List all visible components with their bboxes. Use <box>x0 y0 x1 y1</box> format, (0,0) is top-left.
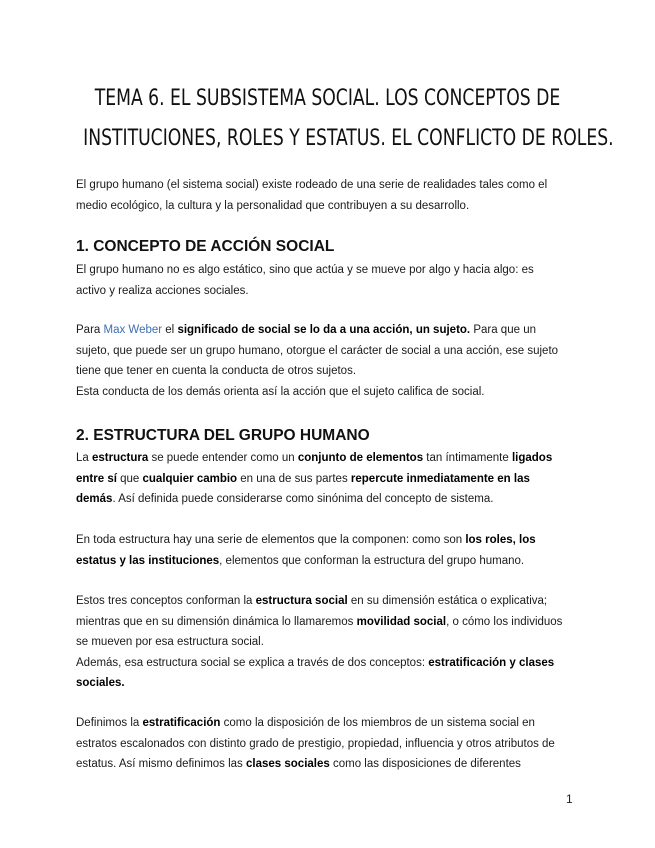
section-2-paragraph-4 <box>76 713 586 775</box>
text-run: como la disposición de los miembros de un sistema social en <box>220 717 535 729</box>
bold-run: significado de social se lo da a una acción, un sujeto. <box>177 324 471 336</box>
s2p3-line-3: se mueven por esa estructura social. <box>76 636 264 649</box>
s2p1-line-2 <box>76 469 586 490</box>
section-1 <box>76 236 586 258</box>
section-2-paragraph-2 <box>76 530 586 571</box>
max-weber-link[interactable]: Max Weber <box>103 324 163 336</box>
bold-run: conjunto de elementos <box>297 452 424 464</box>
text-run: Definimos la <box>76 717 143 729</box>
title-line-2: INSTITUCIONES, ROLES Y ESTATUS. EL CONFLICTO DE ROLES. <box>83 125 614 151</box>
intro-line-1: El grupo humano (el sistema social) existe rodeado de una serie de realidades tales como el <box>76 179 548 191</box>
section-2-heading: 2. ESTRUCTURA DEL GRUPO HUMANO <box>76 427 370 444</box>
text-run: que <box>116 472 143 485</box>
text-run: En toda estructura hay una serie de elementos que la componen: como son <box>76 534 466 546</box>
s1p2-line-3: tiene que tener en cuenta la conducta de otros sujetos. <box>76 365 357 378</box>
text-run: , elementos que conforman la estructura del grupo humano. <box>219 554 525 567</box>
text-run: tan íntimamente <box>423 452 512 464</box>
s2p2-line-1 <box>76 530 586 551</box>
bold-run: cualquier cambio <box>142 472 238 485</box>
section-1-paragraph-2 <box>76 320 586 402</box>
title-line-1: TEMA 6. EL SUBSISTEMA SOCIAL. LOS CONCEPTOS DE <box>94 85 561 111</box>
text-run: , o cómo los individuos <box>446 615 563 628</box>
s1p1-line-1: El grupo humano no es algo estático, sino que actúa y se mueve por algo y hacia algo: es <box>76 264 534 276</box>
page-number: 1 <box>566 792 573 806</box>
bold-run: estratificación <box>142 717 221 729</box>
bold-run: demás <box>76 493 113 506</box>
s1p2-line-2: sujeto, que puede ser un grupo humano, otorgue el carácter de social a una acción, ese sujeto <box>76 344 559 357</box>
text-run: Para <box>76 324 104 336</box>
bold-run: clases sociales <box>246 758 330 771</box>
text-run: Además, esa estructura social se explica a través de dos conceptos: <box>76 656 429 669</box>
text-run: en una de sus partes <box>237 472 351 485</box>
s2p1-line-3 <box>76 489 586 510</box>
s1p2-line-4: Esta conducta de los demás orienta así la acción que el sujeto califica de social. <box>76 385 485 398</box>
bold-run: estructura <box>92 452 149 464</box>
s2p1-line-1 <box>76 448 586 469</box>
text-run: se puede entender como un <box>148 452 298 464</box>
bold-run: movilidad social <box>356 615 447 628</box>
text-run: como las disposiciones de diferentes <box>329 758 521 771</box>
bold-run: estatus y las instituciones <box>76 554 220 567</box>
bold-run: repercute inmediatamente en las <box>350 472 530 485</box>
bold-run: los roles, los <box>465 534 536 546</box>
s2p4-line-2: estratos escalonados con distinto grado de prestigio, propiedad, influencia y otros atributos de <box>76 737 555 750</box>
text-run: estatus. Así mismo definimos las <box>76 758 247 771</box>
text-run: Estos tres conceptos conforman la <box>76 595 256 607</box>
text-run: . Así definida puede considerarse como sinónima del concepto de sistema. <box>112 493 494 506</box>
s1p1-line-2: activo y realiza acciones sociales. <box>76 284 249 297</box>
s1p2-line-1 <box>76 320 586 341</box>
text-run: Para que un <box>470 324 536 336</box>
s2p4-line-3 <box>76 754 586 775</box>
section-2-paragraph-3 <box>76 591 586 694</box>
intro-line-2: medio ecológico, la cultura y la personalidad que contribuyen a su desarrollo. <box>76 199 470 212</box>
bold-run: estructura social <box>255 595 348 607</box>
s2p3-line-2 <box>76 612 586 633</box>
bold-run: entre sí <box>76 472 117 485</box>
s2p4-line-1 <box>76 713 586 734</box>
section-1-paragraph-1 <box>76 260 586 301</box>
bold-run: sociales. <box>76 677 125 690</box>
bold-run: estratificación y clases <box>428 656 555 669</box>
s2p3-line-4 <box>76 653 586 674</box>
section-2 <box>76 425 586 447</box>
text-run: el <box>162 324 178 336</box>
page-title <box>83 78 614 158</box>
intro-paragraph <box>76 175 586 216</box>
bold-run: ligados <box>511 452 553 464</box>
s2p2-line-2 <box>76 551 586 572</box>
section-2-paragraph-1 <box>76 448 586 510</box>
text-run: La <box>76 452 92 464</box>
s2p3-line-5 <box>76 673 586 694</box>
section-1-heading: 1. CONCEPTO DE ACCIÓN SOCIAL <box>76 238 335 255</box>
text-run: mientras que en su dimensión dinámica lo llamaremos <box>76 615 357 628</box>
text-run: en su dimensión estática o explicativa; <box>347 595 548 607</box>
s2p3-line-1 <box>76 591 586 612</box>
